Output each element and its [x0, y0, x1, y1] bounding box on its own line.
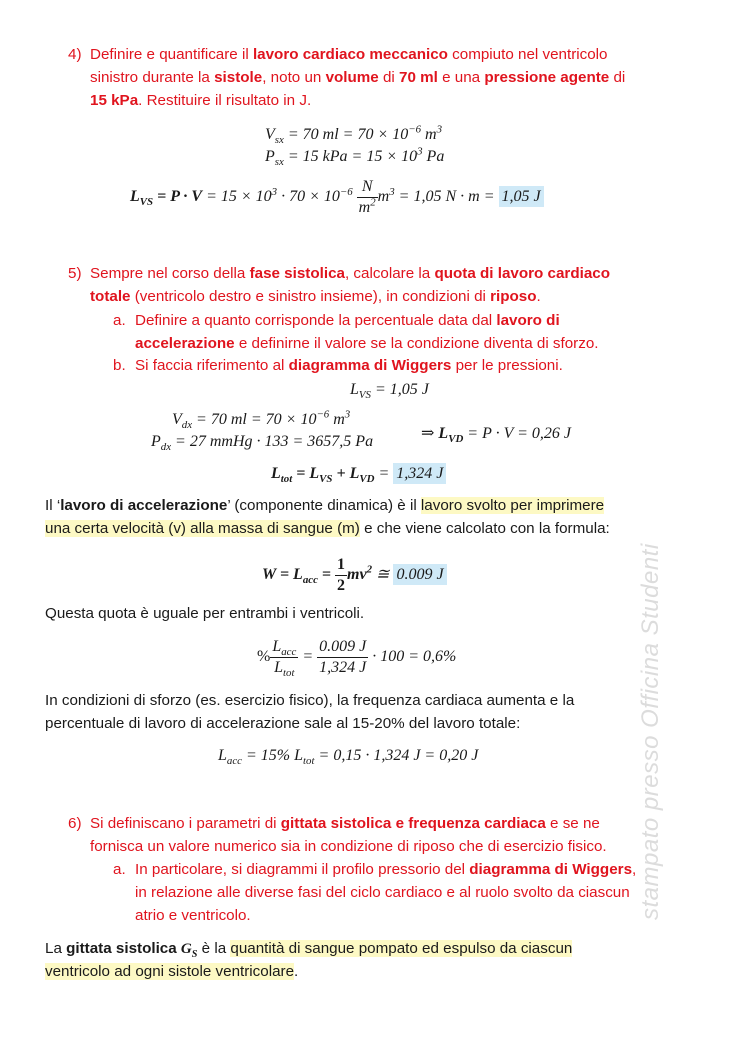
paragraph-sforzo-line-1: In condizioni di sforzo (es. esercizio fisico), la frequenza cardiaca aumenta e la: [45, 692, 575, 709]
equation-lacc-sforzo: $L_{acc} = 15\%$ $L_{tot} = 0,15 \cdot 1,324$ J = 0,20 J: [218, 747, 479, 768]
paragraph-gittata-line-1: La gittata sistolica $G_S$ è la quantità di sangue pompato ed espulso da ciascun: [45, 940, 573, 960]
equation-vsx: $V_{sx} = 70$ ml = $70 \times 10^{-6}$ $m^3$: [265, 123, 443, 147]
question-5a-line-1: Definire a quanto corrisponde la percentuale data dal lavoro di: [135, 312, 560, 329]
question-6-number: 6): [68, 815, 82, 832]
question-5a-line-2: accelerazione e definirne il valore se la condizione diventa di sforzo.: [135, 335, 599, 352]
paragraph-sforzo-line-2: percentuale di lavoro di accelerazione sale al 15-20% del lavoro totale:: [45, 715, 521, 732]
question-4-number: 4): [68, 46, 82, 63]
equation-lvd: ⇒ $L_{VD} = P \cdot V = 0,26$ J: [421, 425, 571, 446]
result-lvs-highlight: 1,05 J: [499, 186, 544, 207]
question-5b-line: Si faccia riferimento al diagramma di Wiggers per le pressioni.: [135, 357, 563, 374]
question-5-number: 5): [68, 265, 82, 282]
question-5-line-2: totale (ventricolo destro e sinistro insieme), in condizioni di riposo.: [90, 288, 541, 305]
watermark: stampato presso Officina Studenti: [637, 543, 664, 920]
equation-percentage: % $\frac{L_{acc}}{L_{tot}}$ = $\frac{0.009 J}{1,324 J}$ · 100 = 0,6%: [257, 638, 457, 680]
question-4-line-1: Definire e quantificare il lavoro cardiaco meccanico compiuto nel ventricolo: [90, 46, 608, 63]
equation-psx: $P_{sx} = 15$ kPa = $15 \times 10^3$ Pa: [265, 145, 445, 169]
question-6a-line-1: In particolare, si diagrammi il profilo pressorio del diagramma di Wiggers,: [135, 861, 637, 878]
question-6-line-2: fornisca un valore numerico sia in condizione di riposo che di esercizio fisico.: [90, 838, 607, 855]
question-4-line-2: sinistro durante la sistole, noto un volume di 70 ml e una pressione agente di: [90, 69, 626, 86]
result-w-highlight: 0.009 J: [393, 564, 446, 585]
equation-vdx: $V_{dx} = 70$ ml = $70 \times 10^{-6}$ $m^3$: [172, 408, 351, 432]
question-6a-line-3: atrio e ventricolo.: [135, 907, 251, 924]
equation-lvs: $L_{VS} = 1,05$ J: [350, 381, 429, 402]
question-5b-label: b.: [113, 357, 126, 374]
paragraph-same-quota: Questa quota è uguale per entrambi i ventricoli.: [45, 605, 365, 622]
question-5a-label: a.: [113, 312, 126, 329]
equation-ltot: $L_{tot} = L_{VS} + L_{VD} = 1,324$ J: [271, 465, 446, 483]
question-6a-line-2: in relazione alle diverse fasi del ciclo cardiaco e al ruolo svolto da ciascun: [135, 884, 630, 901]
paragraph-gittata-line-2: ventricolo ad ogni sistole ventricolare.: [45, 963, 299, 980]
paragraph-acc-line-2: una certa velocità (v) alla massa di sangue (m) e che viene calcolato con la formula:: [45, 520, 610, 537]
question-6-line-1: Si definiscano i parametri di gittata sistolica e frequenza cardiaca e se ne: [90, 815, 600, 832]
equation-pdx: $P_{dx} = 27$ mmHg · 133 = 3657,5 Pa: [151, 433, 374, 454]
question-4-line-3: 15 kPa. Restituire il risultato in J.: [90, 92, 312, 109]
question-6a-label: a.: [113, 861, 126, 878]
result-ltot-highlight: 1,324 J: [393, 463, 446, 484]
paragraph-acc-line-1: Il ‘lavoro di accelerazione’ (componente dinamica) è il lavoro svolto per imprimere: [45, 497, 605, 514]
equation-work-lvs: $L_{VS} = P \cdot V = 15 \times 10^3 \cdot 70 \times 10^{-6}$ $\frac{N}{m^2}$ $m^3 = 1,05$ N · m = 1,05 J: [130, 178, 544, 217]
equation-w-acc: $W = L_{acc}$ = $\frac{1}{2}$ $mv^2$ ≅ 0.009 J: [262, 556, 447, 595]
question-5-line-1: Sempre nel corso della fase sistolica, calcolare la quota di lavoro cardiaco: [90, 265, 610, 282]
